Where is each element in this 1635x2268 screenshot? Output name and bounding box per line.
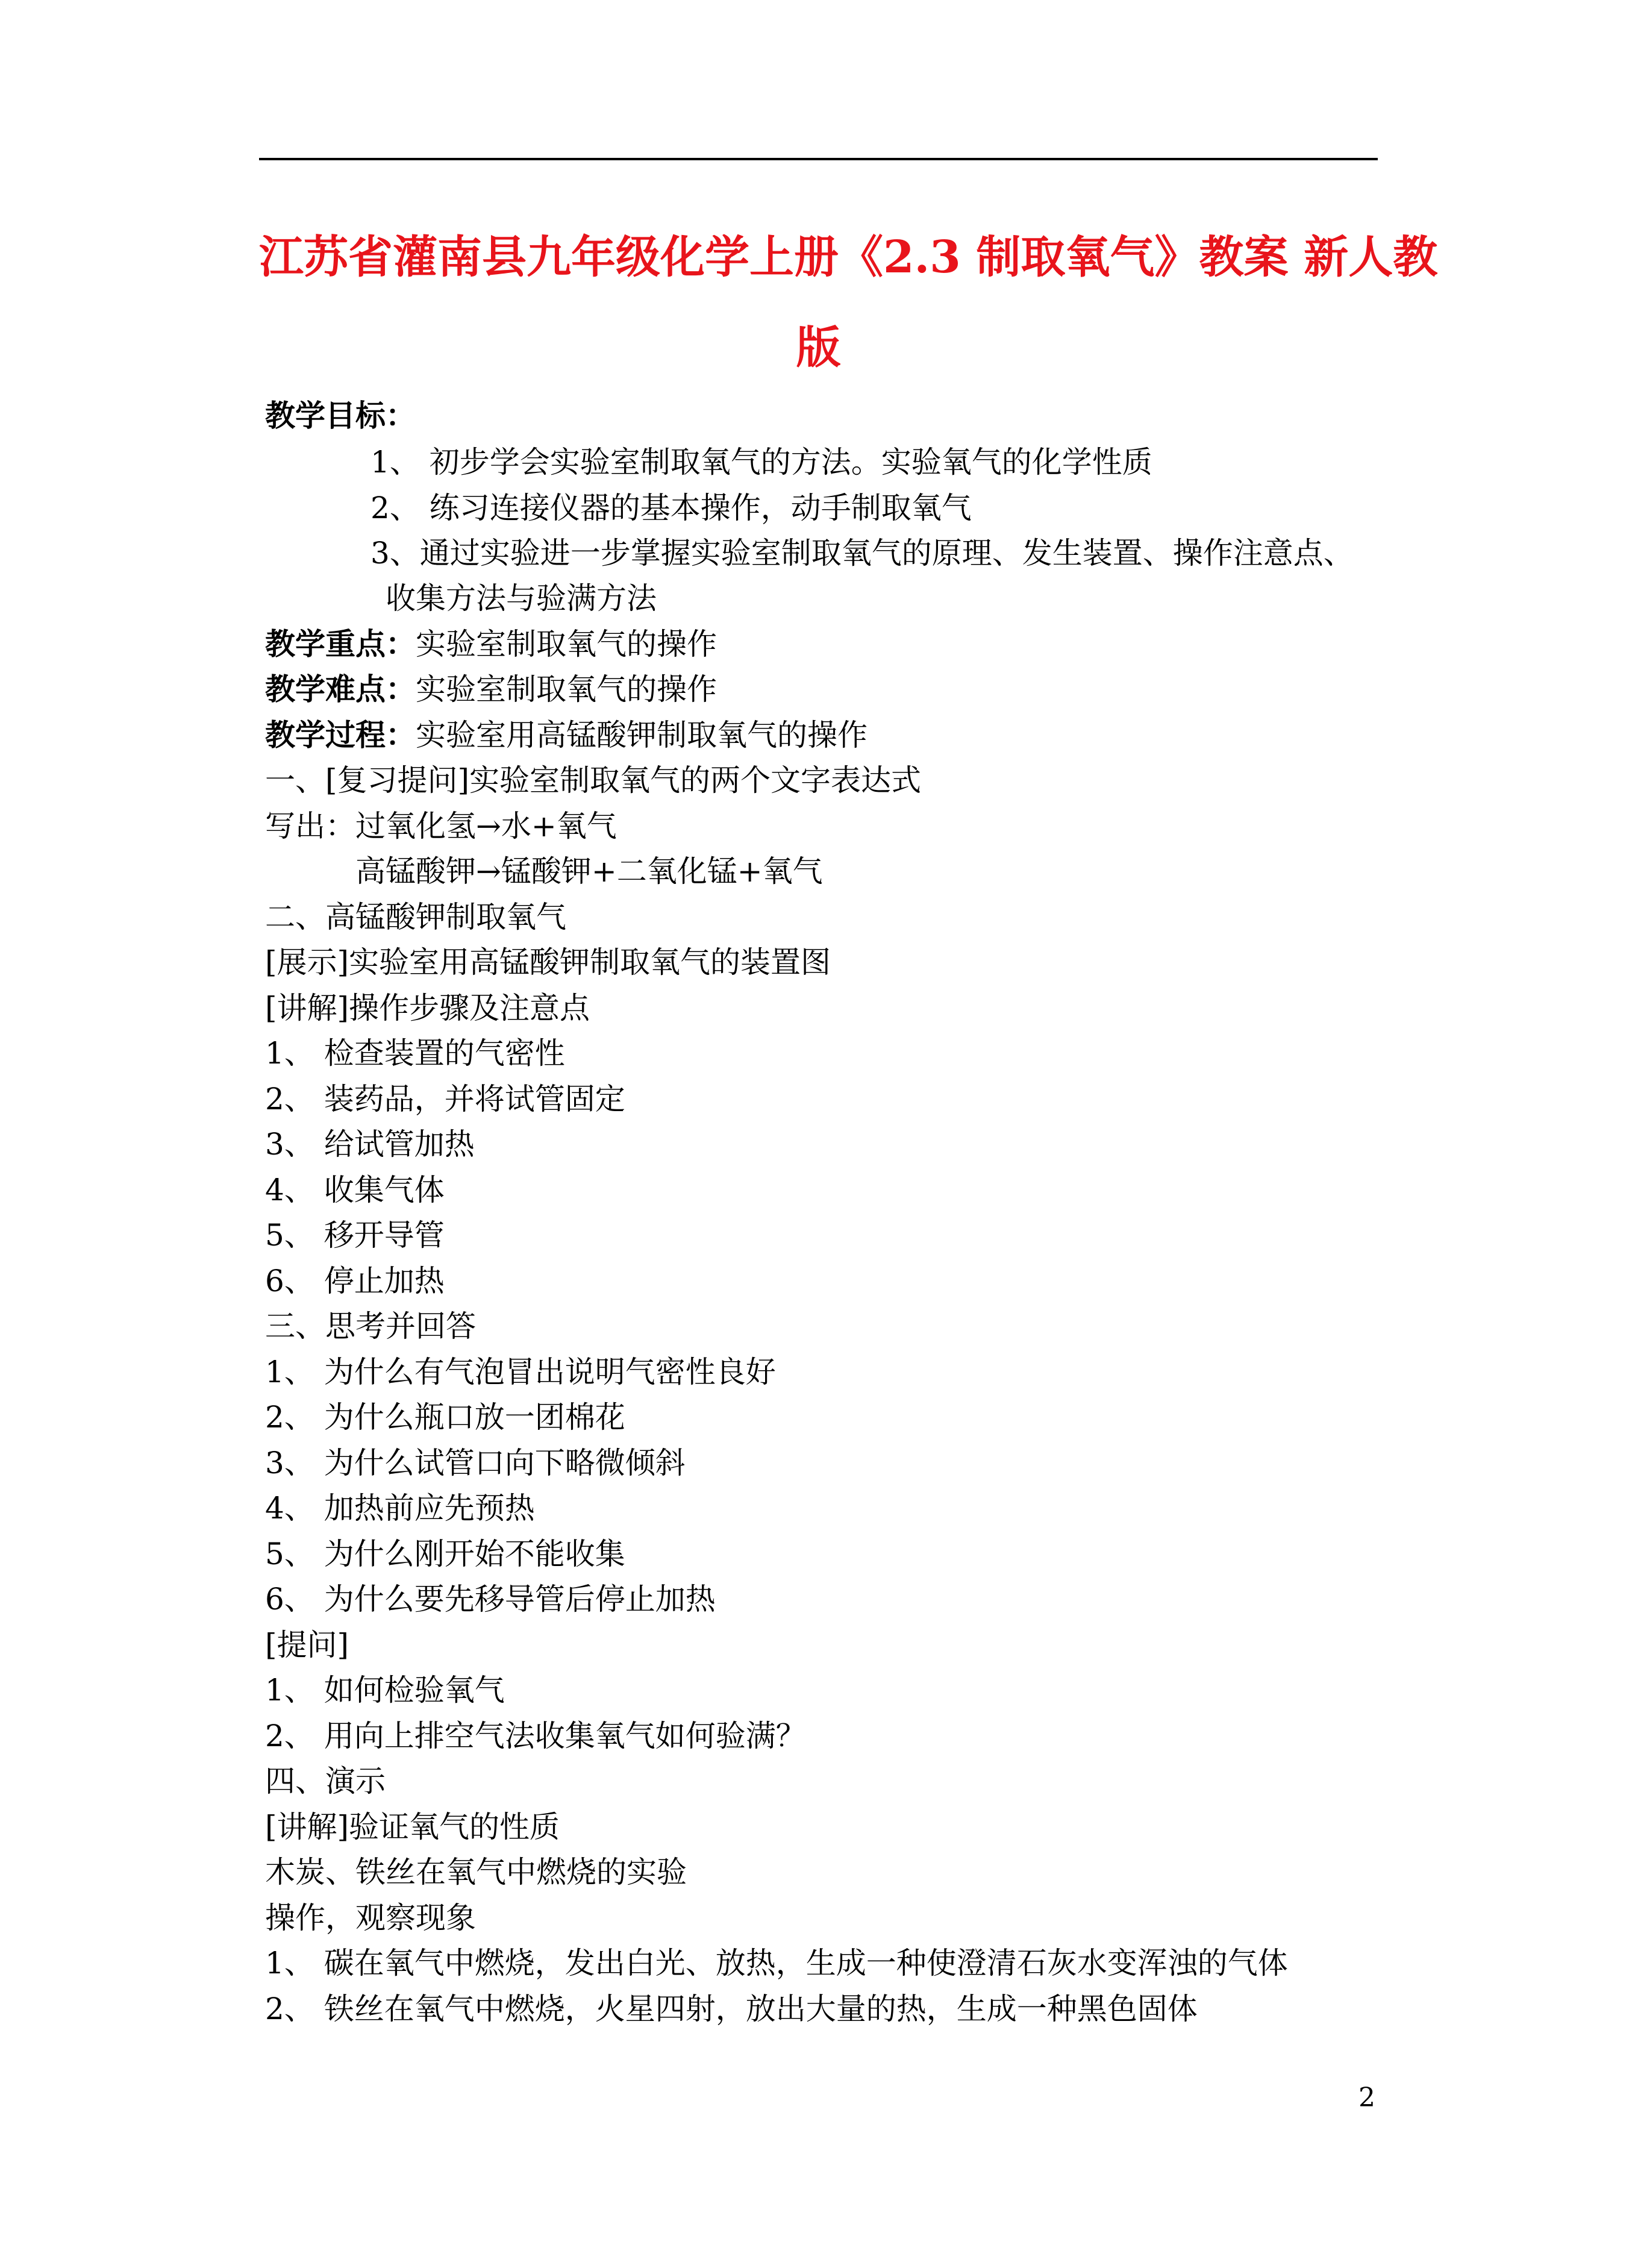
body-line: 6、 停止加热 <box>265 1264 445 1298</box>
body-line: 高锰酸钾→锰酸钾+二氧化锰+氧气 <box>355 854 823 889</box>
body-line: 木炭、铁丝在氧气中燃烧的实验 <box>265 1855 687 1890</box>
document-title-line2: 版 <box>796 322 841 374</box>
goal-item-3: 3、通过实验进一步掌握实验室制取氧气的原理、发生装置、操作注意点、 <box>370 536 1354 571</box>
body-line: 1、 碳在氧气中燃烧，发出白光、放热，生成一种使澄清石灰水变浑浊的气体 <box>265 1946 1288 1981</box>
body-line: [讲解]操作步骤及注意点 <box>265 991 590 1026</box>
goal-item-3-continued: 收集方法与验满方法 <box>386 581 657 616</box>
body-line: 三、思考并回答 <box>265 1309 476 1344</box>
body-line: [讲解]验证氧气的性质 <box>265 1809 560 1844</box>
body-line: 5、 移开导管 <box>265 1218 445 1253</box>
key-point-text: 实验室制取氧气的操作 <box>416 627 717 662</box>
body-line: 3、 为什么试管口向下略微倾斜 <box>265 1446 686 1480</box>
header-rule <box>259 158 1378 160</box>
goal-item-1: 1、 初步学会实验室制取氧气的方法。实验氧气的化学性质 <box>370 445 1152 480</box>
body-line: 写出：过氧化氢→水+氧气 <box>265 809 617 844</box>
body-line: 2、 为什么瓶口放一团棉花 <box>265 1400 625 1435</box>
body-line: 2、 装药品，并将试管固定 <box>265 1082 625 1117</box>
body-line: 4、 收集气体 <box>265 1173 445 1208</box>
body-line: 2、 铁丝在氧气中燃烧，火星四射，放出大量的热，生成一种黑色固体 <box>265 1991 1198 2026</box>
body-line: 2、 用向上排空气法收集氧气如何验满？ <box>265 1718 806 1753</box>
key-point-row <box>265 626 717 662</box>
difficulty-label: 教学难点： <box>265 671 416 707</box>
key-point-label: 教学重点： <box>265 626 416 662</box>
body-line: 1、 为什么有气泡冒出说明气密性良好 <box>265 1355 776 1389</box>
goals-label: 教学目标： <box>265 398 416 433</box>
page-number: 2 <box>1358 2082 1375 2113</box>
process-label: 教学过程： <box>265 717 416 753</box>
body-line: 操作，观察现象 <box>265 1900 476 1935</box>
body-line: 二、高锰酸钾制取氧气 <box>265 900 566 935</box>
body-line: 1、 检查装置的气密性 <box>265 1036 565 1071</box>
difficulty-text: 实验室制取氧气的操作 <box>416 672 717 707</box>
body-line: 5、 为什么刚开始不能收集 <box>265 1537 625 1571</box>
body-line: [展示]实验室用高锰酸钾制取氧气的装置图 <box>265 945 831 980</box>
body-line: 6、 为什么要先移导管后停止加热 <box>265 1582 716 1617</box>
body-line: 3、 给试管加热 <box>265 1127 475 1162</box>
body-line: 四、演示 <box>265 1764 386 1799</box>
body-line: 一、[复习提问]实验室制取氧气的两个文字表达式 <box>265 763 922 798</box>
body-line: 1、 如何检验氧气 <box>265 1673 505 1708</box>
process-row <box>265 717 868 753</box>
document-title-line1: 江苏省灌南县九年级化学上册《2.3 制取氧气》教案 新人教 <box>259 231 1438 283</box>
body-line: 4、 加热前应先预热 <box>265 1491 535 1526</box>
body-line: [提问] <box>265 1627 349 1662</box>
goal-item-2: 2、 练习连接仪器的基本操作，动手制取氧气 <box>370 490 972 525</box>
difficulty-row <box>265 671 717 707</box>
process-text: 实验室用高锰酸钾制取氧气的操作 <box>416 718 868 753</box>
